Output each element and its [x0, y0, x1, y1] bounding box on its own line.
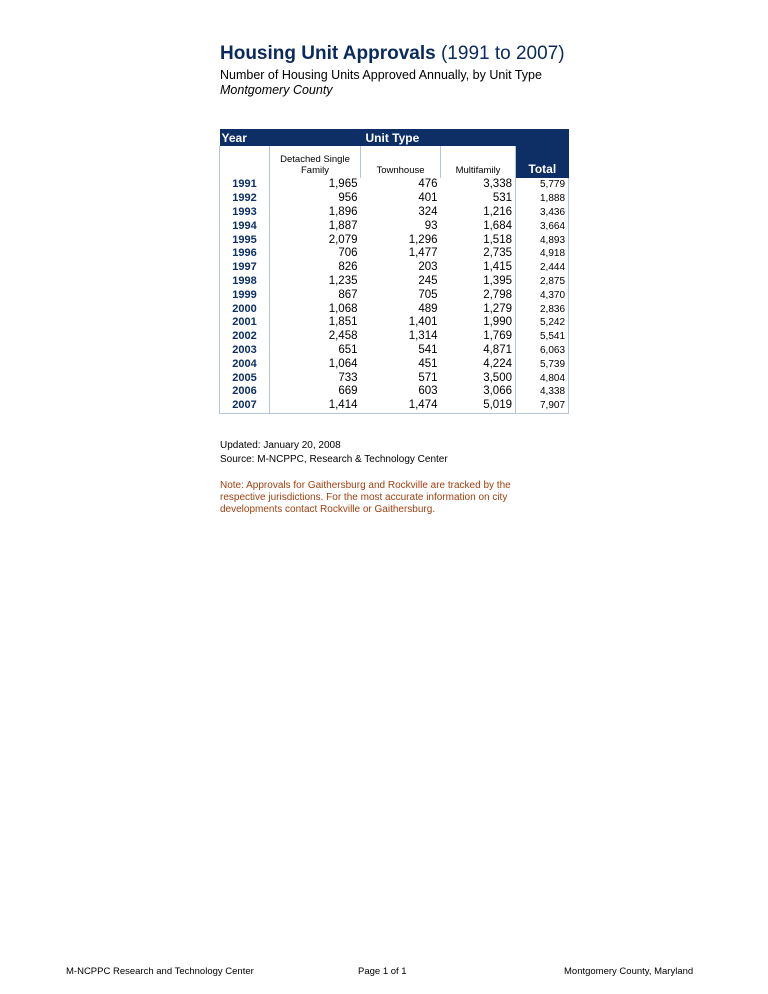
townhouse-cell: 603 [418, 385, 438, 398]
total-cell: 1,888 [516, 192, 569, 206]
detached-cell: 1,896 [328, 205, 358, 218]
townhouse-cell: 93 [424, 219, 438, 232]
year-cell: 1999 [220, 288, 270, 302]
table-header-row [220, 129, 569, 146]
total-cell: 4,893 [516, 233, 569, 247]
year-cell: 1991 [220, 178, 270, 192]
table-row [220, 275, 569, 289]
year-cell: 2004 [220, 357, 270, 371]
total-cell: 5,242 [516, 316, 569, 330]
title-main: Housing Unit Approvals [220, 43, 436, 64]
detached-cell: 706 [338, 247, 358, 260]
multifamily-cell: 1,395 [483, 274, 512, 287]
multifamily-cell: 1,990 [483, 316, 512, 329]
multifamily-cell: 2,798 [483, 288, 512, 301]
multifamily-cell: 531 [492, 192, 512, 205]
table-row [220, 316, 569, 330]
table-row [220, 219, 569, 233]
townhouse-cell: 245 [418, 274, 438, 287]
year-cell: 2001 [220, 316, 270, 330]
total-cell: 4,370 [516, 288, 569, 302]
column-header-townhouse: Townhouse [361, 146, 441, 178]
year-cell: 1995 [220, 233, 270, 247]
year-cell: 1993 [220, 206, 270, 220]
multifamily-cell: 3,066 [483, 385, 512, 398]
townhouse-cell: 541 [418, 343, 438, 356]
multifamily-cell: 5,019 [441, 399, 516, 413]
table-row [220, 330, 569, 344]
detached-cell: 1,064 [328, 357, 358, 370]
detached-cell: 1,414 [270, 399, 361, 413]
multifamily-cell: 1,279 [483, 302, 512, 315]
title-years: (1991 to 2007) [435, 43, 565, 64]
detached-cell: 733 [338, 371, 358, 384]
multifamily-cell: 1,769 [483, 330, 512, 343]
table-row [220, 371, 569, 385]
updated-date: Updated: January 20, 2008 [220, 440, 341, 451]
detached-cell: 1,887 [328, 219, 358, 232]
total-cell: 6,063 [516, 344, 569, 358]
multifamily-cell: 1,415 [483, 261, 512, 274]
townhouse-cell: 1,314 [408, 330, 438, 343]
year-cell: 2006 [220, 385, 270, 399]
townhouse-cell: 1,296 [408, 233, 438, 246]
detached-cell: 2,079 [328, 233, 358, 246]
year-cell: 2000 [220, 302, 270, 316]
detached-cell: 669 [338, 385, 358, 398]
multifamily-cell: 3,338 [483, 178, 512, 191]
total-cell: 5,739 [516, 357, 569, 371]
detached-cell: 1,851 [328, 316, 358, 329]
townhouse-cell: 451 [418, 357, 438, 370]
table-body [220, 178, 569, 413]
table-row [220, 247, 569, 261]
townhouse-cell: 1,477 [408, 247, 438, 260]
year-subheader-blank [220, 146, 270, 178]
footer-organization: M-NCPPC Research and Technology Center [66, 966, 254, 977]
total-cell: 2,836 [516, 302, 569, 316]
year-cell: 1992 [220, 192, 270, 206]
year-cell: 1997 [220, 261, 270, 275]
year-cell: 2003 [220, 344, 270, 358]
table-row [220, 302, 569, 316]
townhouse-cell: 203 [418, 261, 438, 274]
table-row [220, 261, 569, 275]
year-cell: 2005 [220, 371, 270, 385]
townhouse-cell: 571 [418, 371, 438, 384]
townhouse-cell: 401 [418, 192, 438, 205]
detached-cell: 1,235 [328, 274, 358, 287]
footer-location: Montgomery County, Maryland [564, 966, 694, 977]
jurisdiction-note: Note: Approvals for Gaithersburg and Rockville are tracked by the respective jurisdictions. For the most accurate information on city developments contact Rockville or Gaithersburg. [220, 480, 511, 515]
table-row [220, 233, 569, 247]
detached-cell: 2,458 [328, 330, 358, 343]
total-cell: 2,444 [516, 261, 569, 275]
total-cell: 4,338 [516, 385, 569, 399]
multifamily-cell: 1,684 [483, 219, 512, 232]
multifamily-cell: 4,871 [483, 343, 512, 356]
year-cell: 2002 [220, 330, 270, 344]
total-cell: 5,779 [516, 178, 569, 192]
footer-page-number: Page 1 of 1 [358, 966, 407, 977]
year-cell: 2007 [220, 399, 270, 413]
page-title [220, 43, 565, 65]
detached-cell: 826 [338, 261, 358, 274]
total-cell: 5,541 [516, 330, 569, 344]
column-header-multifamily: Multifamily [441, 146, 516, 178]
multifamily-cell: 1,216 [483, 205, 512, 218]
detached-cell: 1,965 [328, 178, 358, 191]
housing-approvals-table [219, 129, 569, 414]
total-cell: 7,907 [516, 399, 569, 413]
column-header-detached: Detached Single Family [270, 146, 361, 178]
detached-cell: 651 [338, 343, 358, 356]
year-header: Year [221, 130, 247, 145]
townhouse-cell: 476 [418, 178, 438, 191]
table-row [220, 357, 569, 371]
townhouse-cell: 1,474 [361, 399, 441, 413]
table-row [220, 344, 569, 358]
table-row [220, 288, 569, 302]
detached-cell: 956 [338, 192, 358, 205]
multifamily-cell: 3,500 [483, 371, 512, 384]
total-cell: 3,664 [516, 219, 569, 233]
townhouse-cell: 324 [418, 205, 438, 218]
total-cell: 2,875 [516, 275, 569, 289]
multifamily-cell: 1,518 [483, 233, 512, 246]
unit-type-header: Unit Type [365, 130, 420, 145]
year-cell: 1994 [220, 219, 270, 233]
detached-cell: 1,068 [328, 302, 358, 315]
page-subtitle: Number of Housing Units Approved Annually, by Unit Type [220, 68, 542, 82]
table-row [220, 192, 569, 206]
source-line: Source: M-NCPPC, Research & Technology Center [220, 454, 448, 465]
total-cell: 4,804 [516, 371, 569, 385]
multifamily-cell: 4,224 [483, 357, 512, 370]
multifamily-cell: 2,735 [483, 247, 512, 260]
county-label: Montgomery County [220, 83, 333, 97]
year-cell: 1996 [220, 247, 270, 261]
year-cell: 1998 [220, 275, 270, 289]
table-row [220, 206, 569, 220]
table-row [220, 385, 569, 399]
column-header-row [220, 146, 569, 178]
townhouse-cell: 1,401 [408, 316, 438, 329]
table-row [220, 178, 569, 192]
column-header-total: Total [516, 146, 569, 178]
total-cell: 4,918 [516, 247, 569, 261]
detached-cell: 867 [338, 288, 358, 301]
townhouse-cell: 705 [418, 288, 438, 301]
table-row [220, 399, 569, 413]
townhouse-cell: 489 [418, 302, 438, 315]
total-cell: 3,436 [516, 206, 569, 220]
